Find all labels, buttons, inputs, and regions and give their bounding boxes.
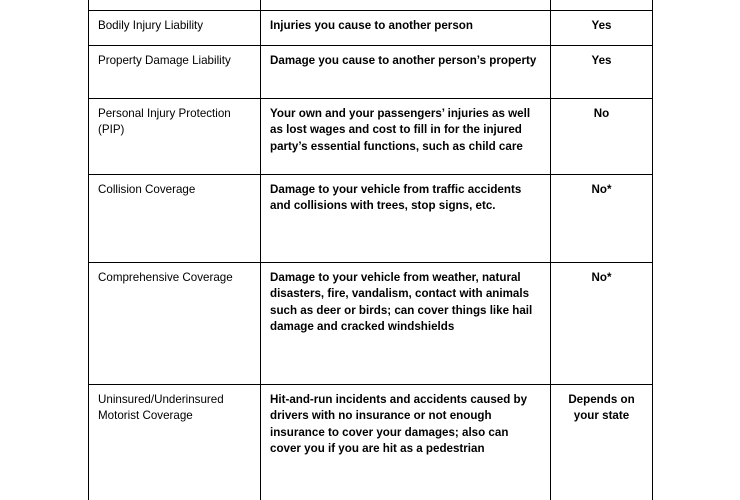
table-row	[89, 45, 653, 98]
row-description: Damage you cause to another person’s property	[261, 45, 551, 98]
coverage-table	[88, 0, 653, 500]
row-coverage-type: Property Damage Liability	[89, 45, 261, 98]
table-header-row	[89, 0, 653, 11]
row-status: Yes	[551, 45, 653, 98]
header-status	[551, 0, 653, 11]
row-status: No*	[551, 174, 653, 262]
table-body	[89, 0, 653, 500]
row-coverage-type: Comprehensive Coverage	[89, 262, 261, 384]
table-row	[89, 262, 653, 384]
row-status: No	[551, 98, 653, 174]
row-description: Injuries you cause to another person	[261, 11, 551, 45]
row-description: Damage to your vehicle from traffic accidents and collisions with trees, stop signs, etc.	[261, 174, 551, 262]
row-coverage-type: Collision Coverage	[89, 174, 261, 262]
header-coverage-type	[89, 0, 261, 11]
table-row	[89, 174, 653, 262]
row-coverage-type: Uninsured/Underinsured Motorist Coverage	[89, 384, 261, 500]
row-description: Your own and your passengers’ injuries as well as lost wages and cost to fill in for the injured party’s essential functions, such as child care	[261, 98, 551, 174]
header-what-it-covers	[261, 0, 551, 11]
table-row	[89, 384, 653, 500]
row-coverage-type: Personal Injury Protection (PIP)	[89, 98, 261, 174]
row-description: Hit-and-run incidents and accidents caused by drivers with no insurance or not enough insurance to cover your damages; also can cover you if you are hit as a pedestrian	[261, 384, 551, 500]
row-description: Damage to your vehicle from weather, natural disasters, fire, vandalism, contact with animals such as deer or birds; can cover things like hail damage and cracked windshields	[261, 262, 551, 384]
table-row	[89, 11, 653, 45]
row-status: No*	[551, 262, 653, 384]
row-status: Depends on your state	[551, 384, 653, 500]
table-row	[89, 98, 653, 174]
row-status: Yes	[551, 11, 653, 45]
row-coverage-type: Bodily Injury Liability	[89, 11, 261, 45]
